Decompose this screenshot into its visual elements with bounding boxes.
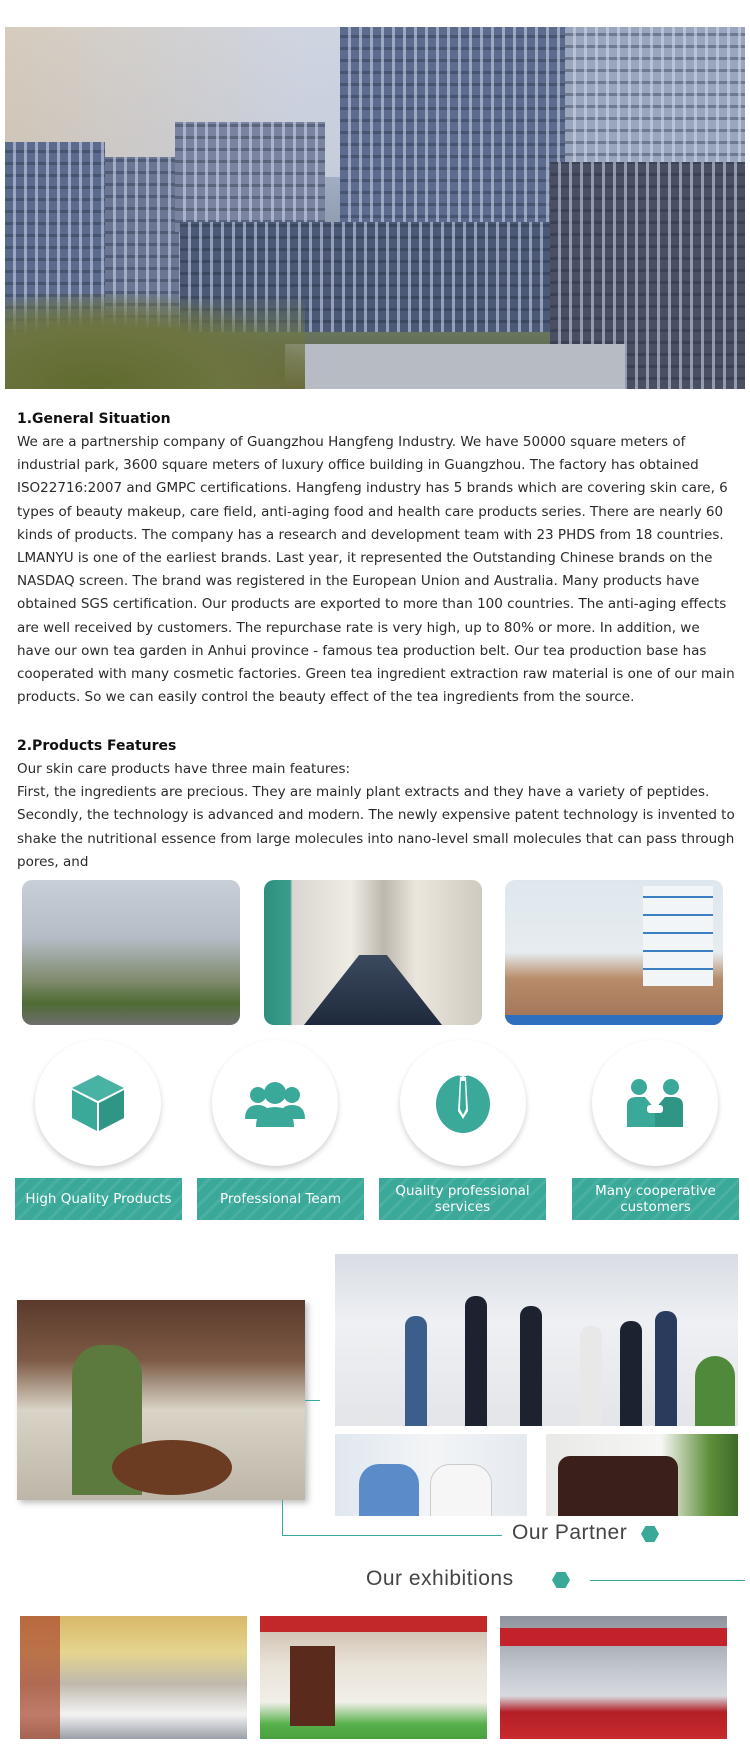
hexagon-icon — [552, 1572, 570, 1588]
feature-label-quality — [15, 1178, 182, 1220]
tie-icon — [431, 1071, 495, 1135]
hero-tower-right — [565, 27, 745, 177]
feature-circle-team — [212, 1040, 338, 1166]
hero-plaza — [285, 344, 625, 389]
partner-connector-line — [282, 1500, 283, 1536]
partner-photo-meeting — [335, 1434, 527, 1516]
exhibition-photo-booth — [20, 1616, 247, 1739]
photo-corridor — [264, 880, 482, 1025]
feature-circle-customers — [592, 1040, 718, 1166]
products-features-heading: 2.Products Features — [17, 738, 177, 754]
partner-photo-visitor — [655, 1311, 677, 1426]
partner-title: Our Partner — [512, 1521, 628, 1544]
products-intro: Our skin care products have three main features: — [17, 761, 351, 777]
partner-photo-visitor — [405, 1316, 427, 1426]
feature-label-service-text: Quality professional services — [395, 1183, 530, 1215]
partner-photo-reception — [546, 1434, 738, 1516]
hero-factory-photo — [5, 27, 745, 389]
partner-photo-visitor — [620, 1321, 642, 1426]
hexagon-icon — [641, 1526, 659, 1542]
feature-label-service — [379, 1178, 546, 1220]
feature-label-quality-text: High Quality Products — [25, 1191, 172, 1207]
partner-photo-visitor — [520, 1306, 542, 1426]
handshake-icon — [623, 1071, 687, 1135]
exhibition-photo-hall — [500, 1616, 727, 1739]
partner-photo-plant — [695, 1356, 735, 1426]
products-first-feature: First, the ingredients are precious. They are mainly plant extracts and they have a variety of peptides. — [17, 784, 710, 801]
partner-connector-line — [305, 1400, 320, 1401]
general-situation-body: We are a partnership company of Guangzhou Hangfeng Industry. We have 50000 square meters of industrial park, 3600 square meters of luxury office building in Guangzhou. The factory has obtained ISO22716:2007 and GMPC certifications. Hangfeng industry has 5 brands which are covering skin care, 6 types of beauty makeup, care field, anti-aging food and health care products series. There are nearly 60 kinds of products. The company has a research and development team with 23 PHDS from 18 countries. LMANYU is one of the earliest brands. Last year, it represented the Outstanding Chinese brands on the NASDAQ screen. The brand was registered in the European Union and Australia. Many products have obtained SGS certification. Our products are exported to more than 100 countries. The anti-aging effects are well received by customers. The repurchase rate is very high, up to 80% or more. In addition, we have our own tea garden in Anhui province - famous tea production belt. Our tea production base has cooperated with many cosmetic factories. Green tea ingredient extraction raw material is one of our main products. So we can easily control the beauty effect of the tea ingredients from the source. — [17, 434, 735, 706]
feature-label-team — [197, 1178, 364, 1220]
feature-circle-quality — [35, 1040, 161, 1166]
general-situation-section — [17, 408, 737, 709]
feature-label-customers — [572, 1178, 739, 1220]
photo-office-desk — [505, 880, 723, 1025]
exhibition-photo-display — [260, 1616, 487, 1739]
feature-circle-service — [400, 1040, 526, 1166]
team-icon — [243, 1071, 307, 1135]
partner-photo-visitor — [580, 1326, 602, 1426]
partner-photo-visit — [335, 1254, 738, 1426]
exhibitions-line — [590, 1580, 745, 1581]
hero-trees — [5, 294, 305, 389]
photo-office-building — [22, 880, 240, 1025]
hero-building-mid — [175, 122, 325, 232]
partner-photo-visitor — [465, 1296, 487, 1426]
partner-connector-line — [282, 1535, 502, 1536]
general-situation-heading: 1.General Situation — [17, 411, 171, 427]
partner-photo-tea — [17, 1300, 305, 1500]
exhibitions-title: Our exhibitions — [366, 1567, 514, 1590]
products-features-section — [17, 735, 737, 874]
feature-label-customers-text: Many cooperative customers — [595, 1183, 716, 1215]
products-second-feature: Secondly, the technology is advanced and modern. The newly expensive patent technology is invented to shake the nutritional essence from large molecules into nano-level small molecules that can pass through pores, and — [17, 807, 735, 870]
feature-label-team-text: Professional Team — [219, 1191, 342, 1207]
cube-icon — [66, 1071, 130, 1135]
hero-tower — [340, 27, 565, 227]
